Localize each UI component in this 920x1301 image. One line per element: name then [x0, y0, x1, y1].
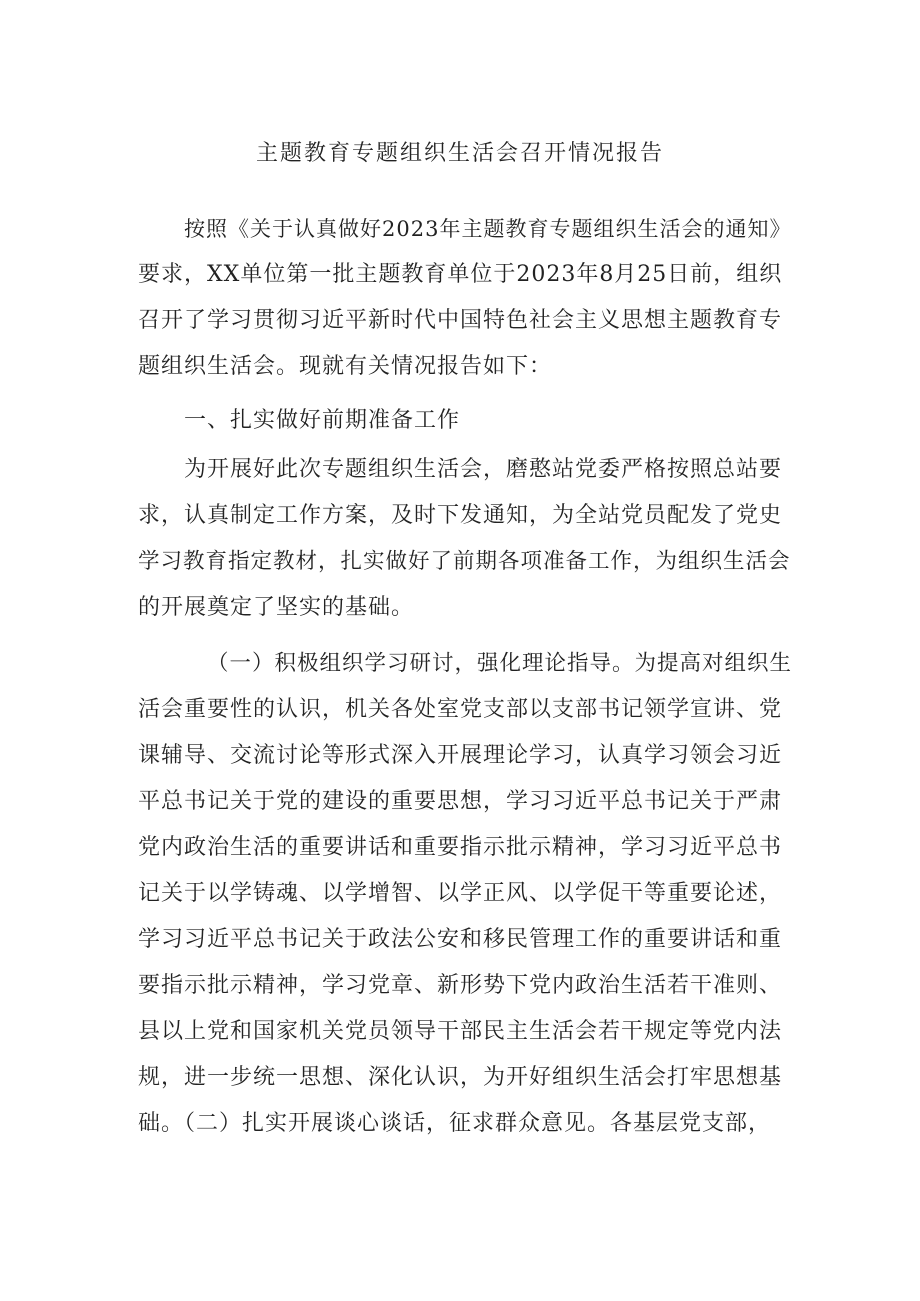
paragraph-line: 要指示批示精神，学习党章、新形势下党内政治生活若干准则、	[138, 973, 783, 998]
paragraph-line: 要求，XX单位第一批主题教育单位于2023年8月25日前，组织	[138, 262, 783, 287]
paragraph-line: 按照《关于认真做好2023年主题教育专题组织生活会的通知》	[184, 217, 792, 241]
paragraph-line: 为开展好此次专题组织生活会，磨憨站党委严格按照总站要	[184, 457, 783, 482]
paragraph-line: 求，认真制定工作方案，及时下发通知，为全站党员配发了党史	[138, 503, 783, 528]
paragraph-line: 的开展奠定了坚实的基础。	[138, 595, 415, 620]
paragraph-line: 记关于以学铸魂、以学增智、以学正风、以学促干等重要论述，	[138, 881, 783, 906]
paragraph-line: 平总书记关于党的建设的重要思想，学习习近平总书记关于严肃	[138, 789, 783, 814]
paragraph-line: （一）积极组织学习研讨，强化理论指导。为提高对组织生	[207, 651, 793, 676]
paragraph-line: 规，进一步统一思想、深化认识，为开好组织生活会打牢思想基	[138, 1065, 783, 1090]
paragraph-line: 活会重要性的认识，机关各处室党支部以支部书记领学宣讲、党	[138, 697, 783, 722]
paragraph-line: 党内政治生活的重要讲话和重要指示批示精神，学习习近平总书	[138, 835, 783, 860]
paragraph-line: 县以上党和国家机关党员领导干部民主生活会若干规定等党内法	[138, 1019, 783, 1044]
paragraph-line: 学习习近平总书记关于政法公安和移民管理工作的重要讲话和重	[138, 927, 783, 952]
document-title: 主题教育专题组织生活会召开情况报告	[255, 141, 664, 166]
paragraph-line: 学习教育指定教材，扎实做好了前期各项准备工作，为组织生活会	[138, 549, 791, 574]
paragraph-line: 础。（二）扎实开展谈心谈话，征求群众意见。各基层党支部，	[138, 1111, 772, 1136]
paragraph-line: 召开了学习贯彻习近平新时代中国特色社会主义思想主题教育专	[138, 308, 783, 333]
paragraph-line: 课辅导、交流讨论等形式深入开展理论学习，认真学习领会习近	[138, 743, 783, 768]
section-heading: 一、扎实做好前期准备工作	[184, 408, 461, 433]
paragraph-line: 题组织生活会。现就有关情况报告如下：	[138, 354, 553, 379]
